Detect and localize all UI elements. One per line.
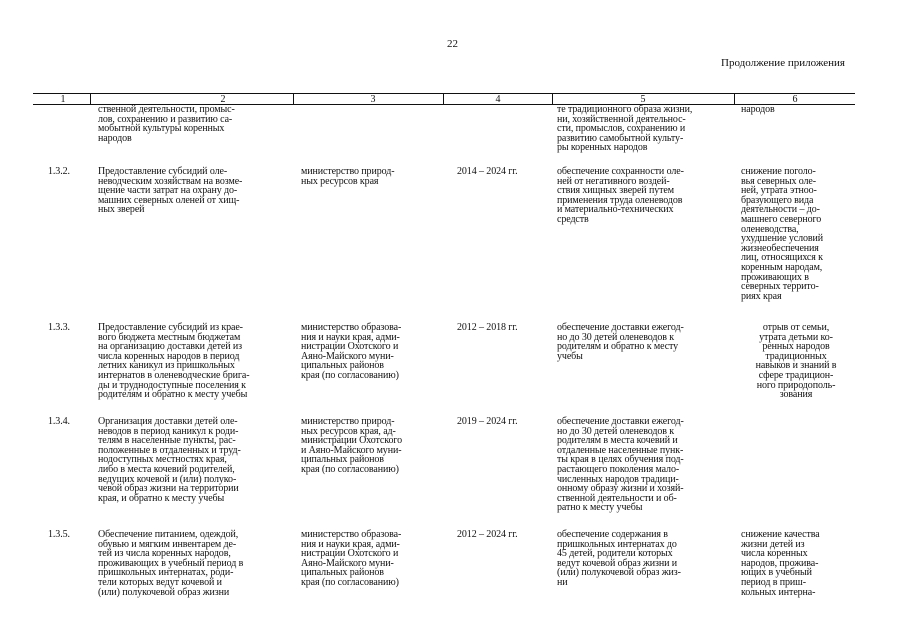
row-1-term: 2014 – 2024 гг.: [457, 166, 518, 177]
col-divider: [293, 93, 294, 105]
col-header-4: 4: [495, 94, 501, 105]
row-3-executor: министерство природ- ных ресурсов края, ад- министрации Охотского и Аяно-Майского муни- ципальных районов края (по согласованию): [301, 416, 403, 475]
row-0-risk: народов: [741, 104, 775, 115]
row-1-result: обеспечение сохранности оле- ней от негативного воздей- ствия хищных зверей путем применения труда оленеводов и материально-технических средств: [557, 166, 684, 225]
col-divider: [552, 93, 553, 105]
row-2-risk: отрыв от семьи, утрата детьми ко- ренных народов традиционных навыков и знаний в сфере традицион- ного природополь- зования: [755, 322, 837, 401]
row-0-measure: ственной деятельности, промыс- лов, сохранению и развитию са- мобытной культуры коренных народов: [98, 104, 235, 144]
row-2-executor: министерство образова- ния и науки края, адми- нистрации Охотского и Аяно-Майского муни- ципальных районов края (по согласованию): [301, 322, 402, 381]
row-1-risk: снижение поголо- вья северных оле- ней, утрата этноо- бразующего вида деятельности – до- машнего северного оленеводства, ухудшение условий жизнеобеспечения лиц, относящихся к коренным народам, проживающих в северных террито- риях края: [741, 166, 824, 302]
col-header-6: 6: [792, 94, 798, 105]
row-3-number: 1.3.4.: [48, 416, 70, 427]
row-1-executor: министерство природ- ных ресурсов края: [301, 166, 395, 187]
row-3-measure: Организация доставки детей оле- неводов в период каникул к роди- телям в населенные пункты, рас- положенные в отдаленных и труд- нодоступных местностях края, либо в места кочевий родителей, ведущих кочевой и (или) полуко- чевой образ жизни на территории края, и обратно к месту учебы: [98, 416, 241, 504]
row-4-executor: министерство образова- ния и науки края, адми- нистрации Охотского и Аяно-Майского муни- ципальных районов края (по согласованию): [301, 529, 402, 588]
col-header-3: 3: [370, 94, 376, 105]
row-2-measure: Предоставление субсидий из крае- вого бюджета местным бюджетам на организацию доставки детей из числа коренных народов в период летних каникул из пришкольных интернатов в оленеводческие брига- ды и труднодоступные поселения к родителям и обратно к месту учебы: [98, 322, 250, 401]
row-0-result: те традиционного образа жизни, ни, хозяйственной деятельнос- сти, промыслов, сохранению и развитию самобытной культу- ры коренных народов: [557, 104, 693, 154]
row-4-result: обеспечение содержания в пришкольных интернатах до 45 детей, родители которых ведут кочевой образ жизни и (или) полукочевой образ жиз- ни: [557, 529, 681, 588]
continuation-label: Продолжение приложения: [721, 57, 845, 69]
row-2-term: 2012 – 2018 гг.: [457, 322, 518, 333]
row-1-measure: Предоставление субсидий оле- неводческим хозяйствам на возме- щение части затрат на охрану до- машних северных оленей от хищ- ных зверей: [98, 166, 243, 216]
row-2-number: 1.3.3.: [48, 322, 70, 333]
col-header-2: 2: [220, 94, 226, 105]
row-2-result: обеспечение доставки ежегод- но до 30 детей оленеводов к родителям и обратно к месту учебы: [557, 322, 684, 362]
col-divider: [90, 93, 91, 105]
row-4-number: 1.3.5.: [48, 529, 70, 540]
col-divider: [443, 93, 444, 105]
row-4-measure: Обеспечение питанием, одеждой, обувью и мягким инвентарем де- тей из числа коренных народов, проживающих в учебный период в пришкольных интернатах, роди- тели которых ведут кочевой и (или) полукочевой образ жизни: [98, 529, 244, 598]
col-header-1: 1: [60, 94, 66, 105]
col-header-5: 5: [640, 94, 646, 105]
row-4-risk: снижение качества жизни детей из числа коренных народов, прожива- ющих в учебный период в приш- кольных интерна-: [741, 529, 820, 598]
col-divider: [734, 93, 735, 105]
row-3-term: 2019 – 2024 гг.: [457, 416, 518, 427]
row-3-result: обеспечение доставки ежегод- но до 30 детей оленеводов к родителям в места кочевий и отдаленные населенные пунк- ты края в целях обучения под- растающего поколения мало- численных народов традици- онному образу жизни и хозяй- ственной деятельности и об- ратно к месту учебы: [557, 416, 684, 514]
page-number: 22: [447, 38, 458, 50]
row-1-number: 1.3.2.: [48, 166, 70, 177]
row-4-term: 2012 – 2024 гг.: [457, 529, 518, 540]
